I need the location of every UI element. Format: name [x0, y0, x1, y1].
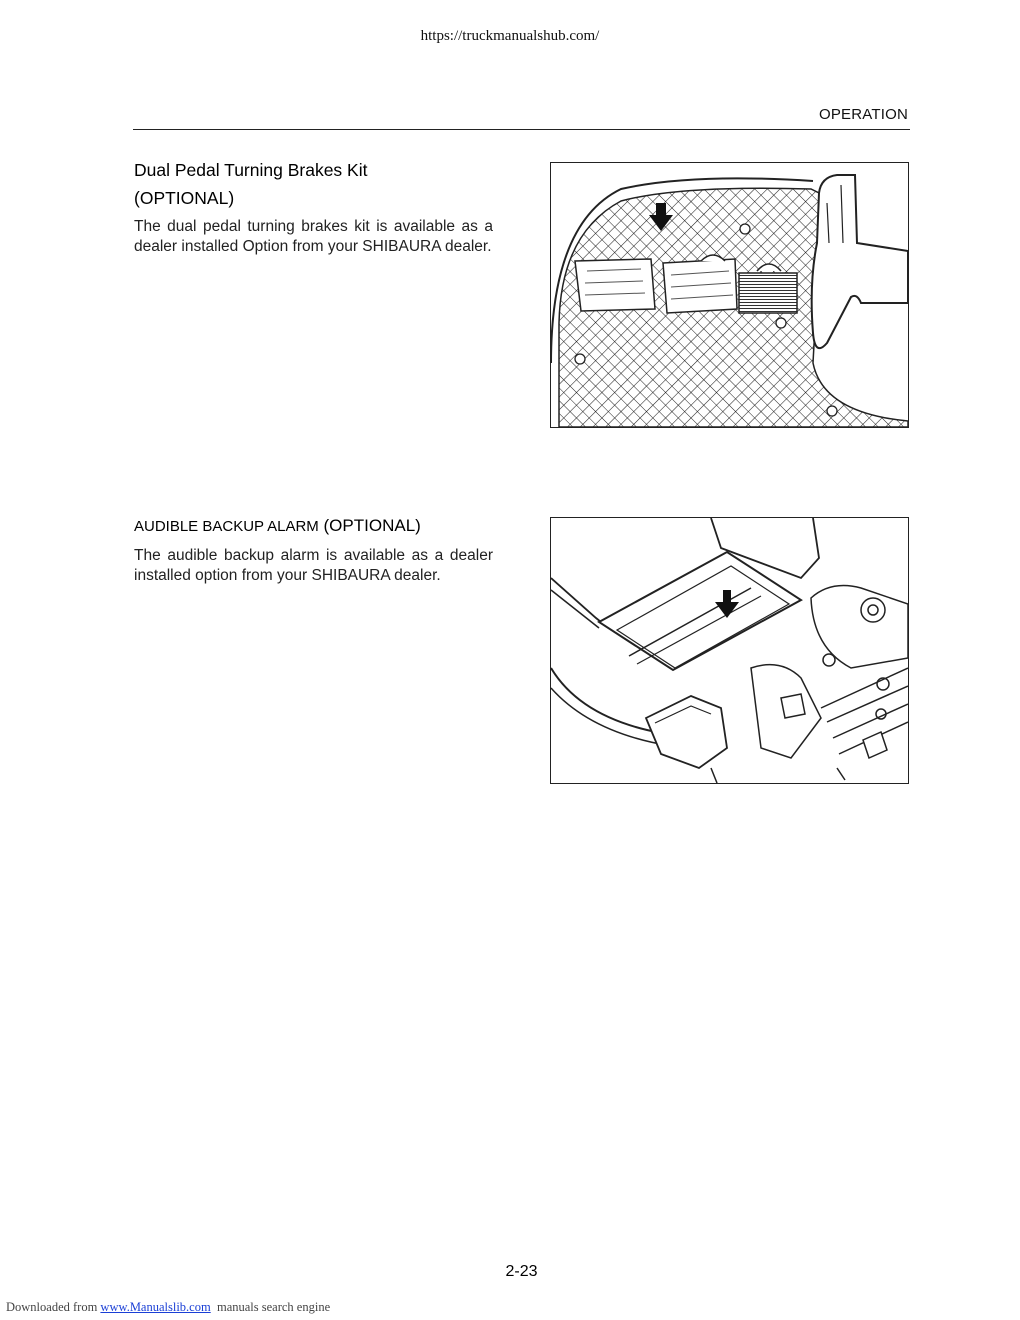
- footer-prefix: Downloaded from: [6, 1300, 101, 1314]
- backup-alarm-heading-optional: (OPTIONAL): [318, 516, 421, 535]
- header-rule: [133, 129, 910, 130]
- backup-alarm-heading: [134, 516, 421, 536]
- footer-suffix: manuals search engine: [210, 1300, 331, 1314]
- source-url: https://truckmanualshub.com/: [420, 28, 600, 44]
- manualslib-link[interactable]: www.Manualslib.com: [100, 1300, 211, 1314]
- section-header: OPERATION: [818, 106, 908, 123]
- backup-alarm-body: The audible backup alarm is available as a dealer installed option from your SHIBAURA dealer.: [134, 547, 493, 584]
- dual-pedal-body: The dual pedal turning brakes kit is available as a dealer installed Option from your SHIBAURA dealer.: [134, 218, 493, 255]
- backup-alarm-heading-main: AUDIBLE BACKUP ALARM: [134, 518, 319, 535]
- download-footer: [6, 1300, 330, 1315]
- dual-pedal-heading-optional: (OPTIONAL): [134, 188, 235, 208]
- dual-pedal-illustration: [550, 162, 909, 428]
- dual-pedal-heading: Dual Pedal Turning Brakes Kit: [134, 160, 368, 180]
- backup-alarm-illustration: [550, 517, 909, 784]
- page-number: 2-23: [505, 1263, 538, 1280]
